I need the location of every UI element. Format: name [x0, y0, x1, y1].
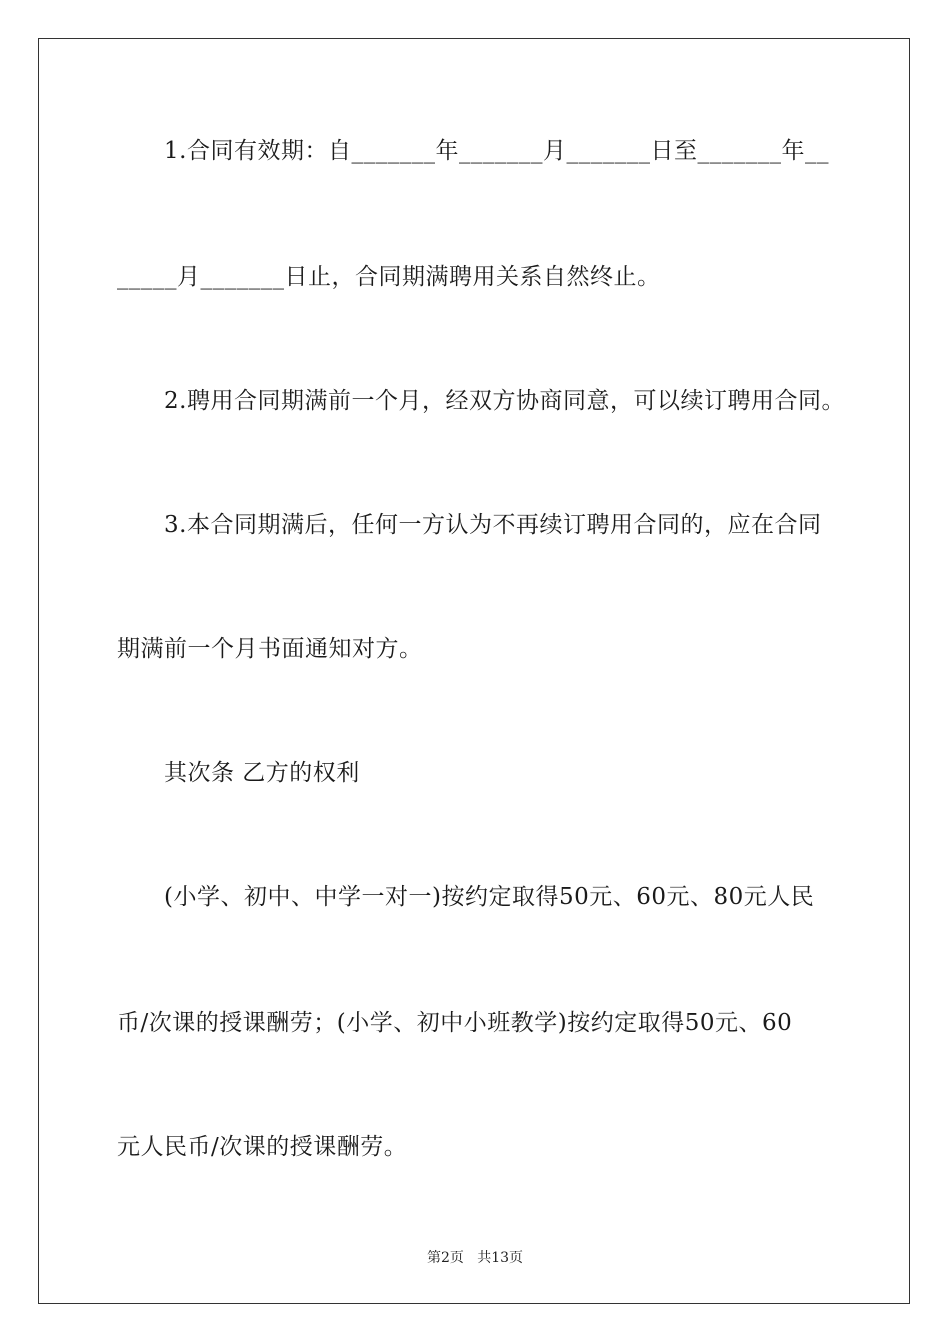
clause-1-term-line-1: 1.合同有效期：自_______年_______月_______日至_______年__ — [164, 138, 829, 164]
clause-3-notice-line-2: 期满前一个月书面通知对方。 — [117, 636, 423, 662]
clause-2-renewal: 2.聘用合同期满前一个月，经双方协商同意，可以续订聘用合同。 — [164, 388, 845, 414]
page-border — [38, 38, 910, 1304]
clause-3-notice-line-1: 3.本合同期满后，任何一方认为不再续订聘用合同的，应在合同 — [164, 512, 822, 538]
page-number-footer: 第2页 共13页 — [426, 1250, 524, 1266]
rights-paragraph-line-1: (小学、初中、中学一对一)按约定取得50元、60元、80元人民 — [164, 884, 815, 910]
section-heading-party-b-rights: 其次条 乙方的权利 — [164, 760, 360, 786]
rights-paragraph-line-2: 币/次课的授课酬劳；(小学、初中小班教学)按约定取得50元、60 — [117, 1010, 793, 1036]
clause-1-term-line-2: _____月_______日止，合同期满聘用关系自然终止。 — [117, 264, 661, 290]
rights-paragraph-line-3: 元人民币/次课的授课酬劳。 — [117, 1134, 408, 1160]
